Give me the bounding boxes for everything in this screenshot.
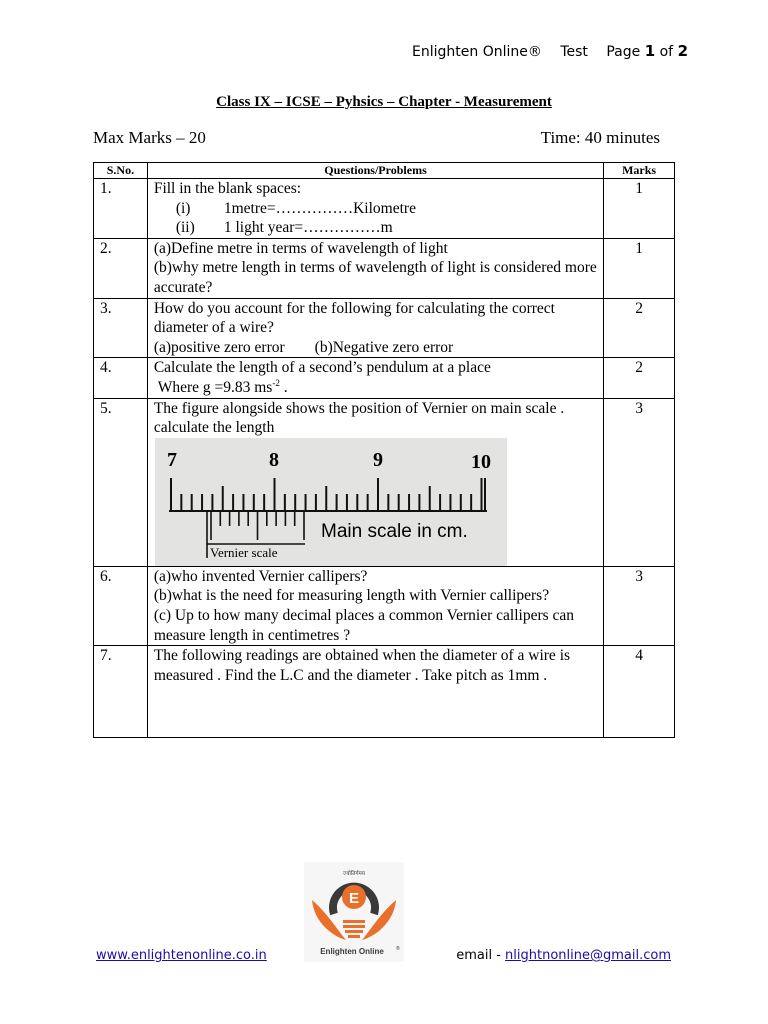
- superscript-exponent: -2: [272, 377, 280, 388]
- row-sno: 4.: [94, 358, 148, 398]
- row-question: [147, 179, 603, 239]
- row-marks: 1: [604, 238, 675, 298]
- question-part-c: (c) Up to how many decimal places a common Vernier callipers can measure length in centimetres ?: [153, 606, 575, 644]
- row-question: [147, 398, 603, 566]
- logo-base-line-3: [345, 930, 363, 933]
- logo-registered-mark: ®: [396, 946, 400, 952]
- main-scale-caption: Main scale in cm.: [320, 520, 468, 542]
- table-row: [94, 398, 675, 566]
- question-text-end: .: [283, 378, 288, 396]
- header-label: Test: [560, 44, 588, 60]
- table-header-row: [94, 163, 675, 179]
- row-sno: 1.: [94, 179, 148, 239]
- questions-table: [93, 162, 675, 738]
- table-row: [94, 566, 675, 645]
- enlighten-online-logo: [304, 862, 404, 962]
- row-sno: 6.: [94, 566, 148, 645]
- row-question: [147, 566, 603, 645]
- logo-name: Enlighten Online: [320, 947, 384, 956]
- main-scale-label-9: 9: [372, 448, 383, 471]
- sub-text: 1 light year=……………m: [223, 219, 393, 237]
- email-label: email -: [456, 948, 506, 963]
- page-header: [412, 42, 688, 60]
- question-text: How do you account for the following for calculating the correct diameter of a wire?: [153, 299, 555, 337]
- sub-text: 1metre=……………Kilometre: [223, 199, 416, 217]
- sub-number: (ii): [175, 219, 195, 237]
- question-part-a: (a)who invented Vernier callipers?: [153, 567, 368, 585]
- question-text: The figure alongside shows the position of Vernier on main scale . calculate the length: [153, 399, 565, 437]
- question-part-b: (b)what is the need for measuring length with Vernier callipers?: [153, 587, 550, 605]
- question-part-b: (b)Negative zero error: [314, 338, 454, 356]
- column-header-marks: Marks: [604, 163, 675, 179]
- row-question: [147, 298, 603, 358]
- row-marks: 1: [604, 179, 675, 239]
- time-allowed: Time: 40 minutes: [540, 128, 660, 147]
- logo-letter: E: [348, 890, 360, 907]
- main-scale-label-8: 8: [268, 448, 279, 471]
- logo-base-line-2: [343, 925, 365, 928]
- table-row: [94, 179, 675, 239]
- vernier-scale-figure: [155, 438, 507, 566]
- row-question: [147, 238, 603, 298]
- question-part-b: (b)why metre length in terms of wavelength of light is considered more accurate?: [153, 259, 597, 296]
- question-text: Calculate the length of a second’s pendulum at a place: [153, 359, 491, 377]
- logo-arc-text: ज्योतिर्गमय: [343, 871, 365, 877]
- header-of-word: of: [659, 44, 674, 60]
- logo-base-line-1: [343, 920, 365, 923]
- max-marks: Max Marks – 20: [93, 128, 206, 147]
- row-sno: 7.: [94, 646, 148, 738]
- row-question: [147, 358, 603, 398]
- header-page-total: 2: [677, 42, 688, 60]
- table-row: [94, 238, 675, 298]
- website-link[interactable]: www.enlightenonline.co.in: [96, 948, 267, 963]
- row-marks: 4: [604, 646, 675, 738]
- footer-email: [456, 948, 671, 963]
- email-link[interactable]: nlightnonline@gmail.com: [505, 948, 671, 963]
- row-question: The following readings are obtained when the diameter of a wire is measured . Find the L.C and the diameter . Take pitch as 1mm .: [147, 646, 603, 738]
- table-row: [94, 646, 675, 738]
- header-page-word: Page: [606, 44, 641, 60]
- question-part-a: (a)Define metre in terms of wavelength of light: [153, 239, 448, 257]
- sub-number: (i): [175, 199, 191, 217]
- row-marks: 2: [604, 358, 675, 398]
- row-marks: 2: [604, 298, 675, 358]
- header-brand: Enlighten Online®: [412, 44, 542, 60]
- row-marks: 3: [604, 566, 675, 645]
- main-scale-label-7: 7: [166, 448, 177, 471]
- logo-base-line-4: [348, 935, 360, 938]
- table-row: [94, 358, 675, 398]
- row-sno: 2.: [94, 238, 148, 298]
- page-title: Class IX – ICSE – Pyhsics – Chapter - Measurement: [216, 94, 552, 110]
- figure-background: [155, 438, 507, 566]
- vernier-scale-caption: Vernier scale: [209, 544, 278, 560]
- question-text-line2: Where g =9.83 ms: [157, 378, 273, 396]
- column-header-questions: Questions/Problems: [147, 163, 603, 179]
- column-header-sno: S.No.: [94, 163, 148, 179]
- row-marks: 3: [604, 398, 675, 566]
- question-part-a: (a)positive zero error: [153, 338, 285, 356]
- table-row: [94, 298, 675, 358]
- main-scale-label-10: 10: [470, 450, 491, 473]
- row-sno: 3.: [94, 298, 148, 358]
- row-sno: 5.: [94, 398, 148, 566]
- header-page-number: 1: [644, 42, 656, 60]
- question-text: Fill in the blank spaces:: [153, 180, 302, 197]
